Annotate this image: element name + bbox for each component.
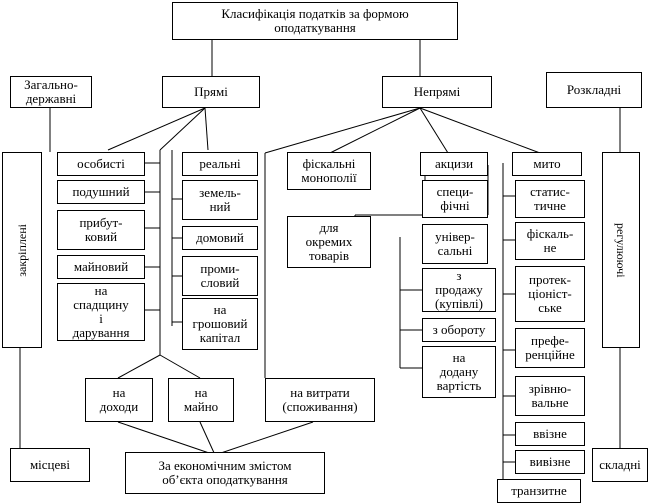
mistsevi-box: місцеві <box>10 448 90 482</box>
ekon-zmist-box: За економічним змістом об’єкта оподаткування <box>125 452 325 494</box>
na-vytraty-box: на витрати (споживання) <box>265 378 375 422</box>
dodanu-vartist-box: на додану вартість <box>422 346 496 398</box>
realni-box: реальні <box>182 152 258 176</box>
tranzytne-box: транзитне <box>497 479 581 503</box>
okremykh-tovariv-box: для окремих товарів <box>287 216 371 268</box>
promyslovyi-box: проми- словий <box>182 256 258 296</box>
preferentsiine-box: префе- ренційне <box>515 328 585 368</box>
protektsionistske-box: протек- ціоніст- ське <box>515 266 585 322</box>
groshovyi-box: на грошовий капітал <box>182 298 258 350</box>
fiskalne-box: фіскаль- не <box>515 222 585 260</box>
zagalnoderzhavni-box: Загально- державні <box>10 76 92 108</box>
z-prodazhu-box: з продажу (купівлі) <box>422 268 496 312</box>
domovyi-box: домовий <box>182 226 258 250</box>
myto-box: мито <box>512 152 582 176</box>
spadshchynu-box: на спадщину і дарування <box>57 283 145 341</box>
z-oborotu-box: з обороту <box>422 318 496 342</box>
zemelnyi-box: земель- ний <box>182 180 258 220</box>
na-dokhody-box: на доходи <box>85 378 153 422</box>
priami-box: Прямі <box>162 76 260 108</box>
regul-box: регулюючі <box>602 152 640 348</box>
vvizne-box: ввізне <box>515 422 585 446</box>
na-maino-box: на майно <box>168 378 234 422</box>
skladni-box: складні <box>592 448 648 482</box>
aktsyzy-box: акцизи <box>420 152 488 176</box>
title-box: Класифікація податків за формою оподаткування <box>172 2 458 40</box>
zakriplen-box: закріплені <box>2 152 42 348</box>
statystychne-box: статис- тичне <box>515 180 585 218</box>
spetsyfichni-box: специ- фічні <box>422 180 488 218</box>
podushnyi-box: подушний <box>57 180 145 204</box>
fiskalni-monopolii-box: фіскальні монополії <box>287 152 371 190</box>
vyvizne-box: вивізне <box>515 450 585 474</box>
nepriami-box: Непрямі <box>382 76 492 108</box>
prybutkovyi-box: прибут- ковий <box>57 210 145 250</box>
osobysti-box: особисті <box>57 152 145 176</box>
zrivniuvalne-box: зрівню- вальне <box>515 376 585 416</box>
universalni-box: універ- сальні <box>422 224 488 264</box>
rozkladni-box: Розкладні <box>546 72 642 108</box>
mainovyi-box: майновий <box>57 255 145 279</box>
